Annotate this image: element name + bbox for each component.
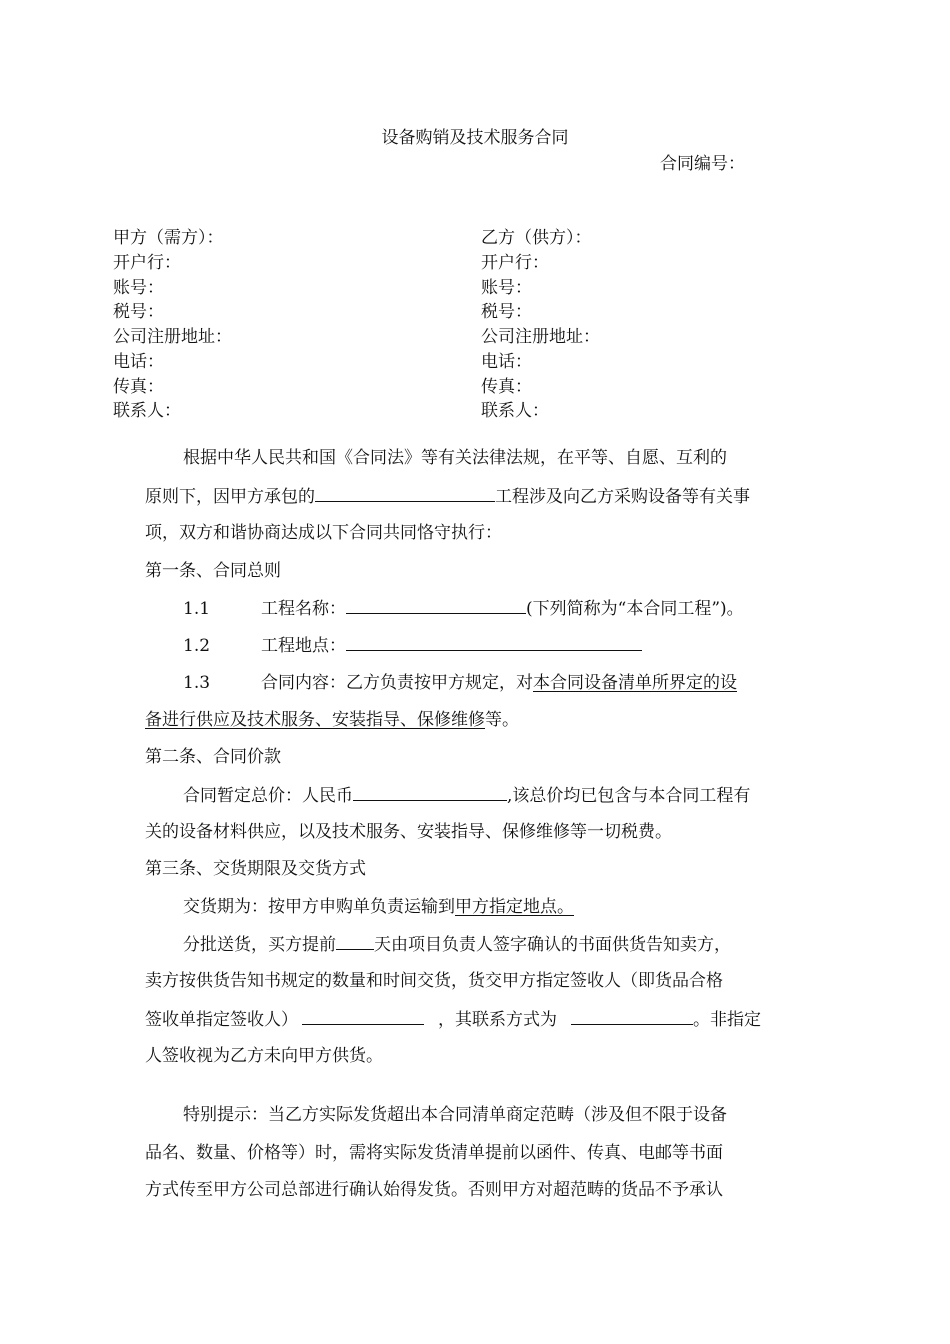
delivery-period-line — [183, 896, 574, 918]
party-a-name: 甲方（需方）： — [113, 228, 224, 248]
intro-line-2 — [145, 485, 750, 508]
party-a-account: 账号： — [113, 278, 164, 298]
item-number: 1.1 — [183, 599, 211, 619]
price-text: ,该总价均已包含与本合同工程有 — [507, 786, 751, 806]
special-note-line-2: 品名、数量、价格等）时，需将实际发货清单提前以函件、传真、电邮等书面 — [145, 1143, 723, 1163]
article-1-item-3 — [183, 672, 737, 694]
project-name-blank — [315, 485, 495, 502]
underlined-text: 备进行供应及技术服务、安装指导、保修维修 — [145, 710, 485, 730]
article-2-line-2: 关的设备材料供应，以及技术服务、安装指导、保修维修等一切税费。 — [145, 822, 672, 842]
batch-text: 签收单指定签收人） — [145, 1010, 298, 1030]
party-b-name: 乙方（供方）： — [481, 228, 592, 248]
party-a-fax: 传真： — [113, 377, 164, 397]
batch-delivery-line-2: 卖方按供货告知书规定的数量和时间交货，货交甲方指定签收人（即货品合格 — [145, 971, 723, 991]
article-2-line-1 — [183, 784, 750, 807]
item-number: 1.2 — [183, 636, 211, 656]
item-label: 工程地点： — [261, 636, 346, 656]
special-note-line-3: 方式传至甲方公司总部进行确认始得发货。否则甲方对超范畴的货品不予承认 — [145, 1180, 723, 1200]
delivery-text: 交货期为：按甲方申购单负责运输到 — [183, 897, 455, 917]
signee-blank — [302, 1008, 424, 1025]
days-blank — [336, 933, 374, 950]
item-label: 工程名称： — [261, 599, 346, 619]
intro-text: 工程涉及向乙方采购设备等有关事 — [495, 487, 750, 507]
batch-text: ，其联系方式为 — [438, 1010, 557, 1030]
batch-delivery-line-3 — [145, 1008, 761, 1031]
party-b-contact: 联系人： — [481, 401, 549, 421]
party-b-tax-no: 税号： — [481, 302, 532, 322]
article-1-item-3-cont — [145, 709, 519, 731]
party-a-phone: 电话： — [113, 352, 164, 372]
party-a-tax-no: 税号： — [113, 302, 164, 322]
price-blank — [353, 784, 507, 801]
intro-line-1: 根据中华人民共和国《合同法》等有关法律法规，在平等、自愿、互利的 — [183, 448, 727, 468]
article-1-item-1 — [183, 597, 744, 620]
underlined-text: 甲方指定地点。 — [455, 897, 574, 917]
party-b-bank: 开户行： — [481, 253, 549, 273]
item-text: 合同内容：乙方负责按甲方规定，对 — [261, 673, 533, 693]
project-location-blank — [346, 634, 642, 651]
item-tail: (下列简称为“本合同工程”)。 — [526, 599, 744, 619]
underlined-text: 本合同设备清单所界定的设 — [533, 673, 737, 693]
intro-text: 原则下，因甲方承包的 — [145, 487, 315, 507]
party-b-address: 公司注册地址： — [481, 327, 600, 347]
item-text: 等。 — [485, 710, 519, 730]
special-note-line-1: 特别提示：当乙方实际发货超出本合同清单商定范畴（涉及但不限于设备 — [183, 1105, 727, 1125]
batch-text: 分批送货，买方提前 — [183, 935, 336, 955]
article-1-item-2 — [183, 634, 642, 657]
batch-text: 。非指定 — [693, 1010, 761, 1030]
contract-number-label: 合同编号： — [660, 154, 745, 174]
price-label: 合同暂定总价：人民币 — [183, 786, 353, 806]
item-number: 1.3 — [183, 673, 211, 693]
intro-line-3: 项，双方和谐协商达成以下合同共同恪守执行： — [145, 523, 502, 543]
contact-blank — [571, 1008, 693, 1025]
page-title: 设备购销及技术服务合同 — [381, 128, 569, 148]
batch-delivery-line-4: 人签收视为乙方未向甲方供货。 — [145, 1046, 383, 1066]
project-title-blank — [346, 597, 526, 614]
party-b-phone: 电话： — [481, 352, 532, 372]
party-a-address: 公司注册地址： — [113, 327, 232, 347]
article-1-heading: 第一条、合同总则 — [145, 561, 281, 581]
party-b-account: 账号： — [481, 278, 532, 298]
batch-delivery-line-1 — [183, 933, 731, 956]
batch-text: 天由项目负责人签字确认的书面供货告知卖方， — [374, 935, 731, 955]
party-b-fax: 传真： — [481, 377, 532, 397]
party-a-contact: 联系人： — [113, 401, 181, 421]
party-a-bank: 开户行： — [113, 253, 181, 273]
article-2-heading: 第二条、合同价款 — [145, 747, 281, 767]
article-3-heading: 第三条、交货期限及交货方式 — [145, 859, 366, 879]
